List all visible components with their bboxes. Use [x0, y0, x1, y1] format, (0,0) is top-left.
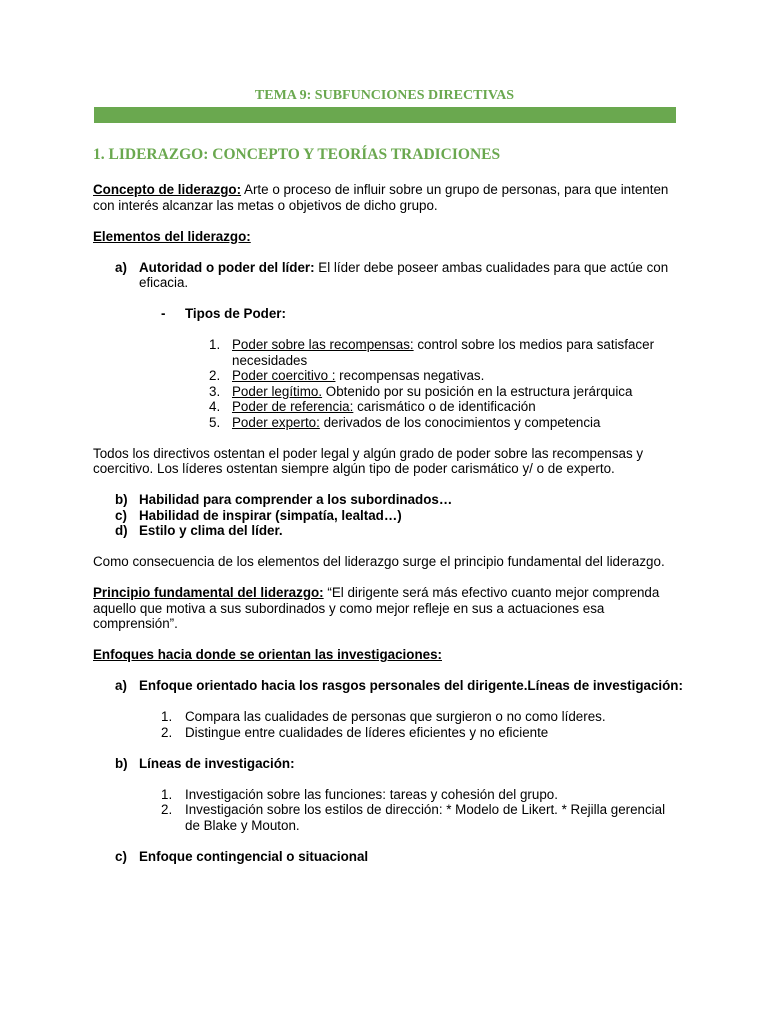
enfoques-heading: Enfoques hacia donde se orientan las investigaciones:	[93, 647, 442, 662]
tipos-de-poder: - Tipos de Poder:	[161, 306, 286, 321]
list-item: 2. Investigación sobre los estilos de dirección: * Modelo de Likert. * Rejilla gerencial de Blake y Mouton.	[161, 802, 666, 833]
enfoque-b: b) Líneas de investigación:	[115, 755, 295, 771]
list-item-d: d) Estilo y clima del líder.	[115, 523, 283, 538]
list-item: 3. Poder legítimo. Obtenido por su posición en la estructura jerárquica	[209, 383, 633, 399]
list-item: 4. Poder de referencia: carismático o de identificación	[209, 399, 536, 414]
elementos-heading: Elementos del liderazgo:	[93, 228, 251, 244]
concepto-paragraph	[93, 182, 683, 213]
list-item-a: a) Autoridad o poder del líder: El líder debe poseer ambas cualidades para que actúe con eficacia.	[115, 259, 669, 290]
concepto-text: Arte o proceso de influir sobre un grupo de personas, para que intenten con interés alcanzar las metas o objetivos de dicho grupo.	[93, 182, 669, 213]
item-a-text: El líder debe poseer ambas cualidades para que actúe con eficacia.	[139, 259, 669, 290]
list-item: 1. Investigación sobre las funciones: tareas y cohesión del grupo.	[161, 786, 558, 802]
enfoque-c: c) Enfoque contingencial o situacional	[115, 848, 369, 864]
list-item: 1. Poder sobre las recompensas: control sobre los medios para satisfacer necesidades	[209, 337, 655, 368]
list-item: 1. Compara las cualidades de personas que surgieron o no como líderes.	[161, 709, 606, 724]
concepto-label: Concepto de liderazgo:	[93, 182, 242, 197]
list-item-c: c) Habilidad de inspirar (simpatía, lealtad…)	[115, 507, 402, 523]
section-heading: 1. LIDERAZGO: CONCEPTO Y TEORÍAS TRADICIONES	[93, 146, 501, 163]
list-item: 5. Poder experto: derivados de los conocimientos y competencia	[209, 414, 601, 430]
principio-paragraph: Principio fundamental del liderazgo: “El dirigente será más efectivo cuanto mejor comprenda aquello que motiva a sus subordinados y como mejor refleje en sus a actuaciones esa comprensión”.	[93, 585, 660, 631]
list-item: 2. Distingue entre cualidades de líderes eficientes y no eficiente	[161, 724, 549, 740]
consecuencia-paragraph: Como consecuencia de los elementos del liderazgo surge el principio fundamental del liderazgo.	[93, 554, 665, 569]
list-item: 2. Poder coercitivo : recompensas negativas.	[209, 368, 485, 383]
todos-paragraph: Todos los directivos ostentan el poder legal y algún grado de poder sobre las recompensas y coercitivo. Los líderes ostentan siempre algún tipo de poder carismático y/ o de experto.	[93, 445, 644, 476]
title-bar	[94, 107, 676, 123]
item-a-bold: Autoridad o poder del líder:	[139, 259, 315, 275]
enfoque-a: a) Enfoque orientado hacia los rasgos personales del dirigente.Líneas de investigación:	[115, 678, 683, 693]
document-body	[93, 182, 683, 864]
list-item-b: b) Habilidad para comprender a los subordinados…	[115, 492, 453, 507]
document-title: TEMA 9: SUBFUNCIONES DIRECTIVAS	[254, 88, 515, 103]
